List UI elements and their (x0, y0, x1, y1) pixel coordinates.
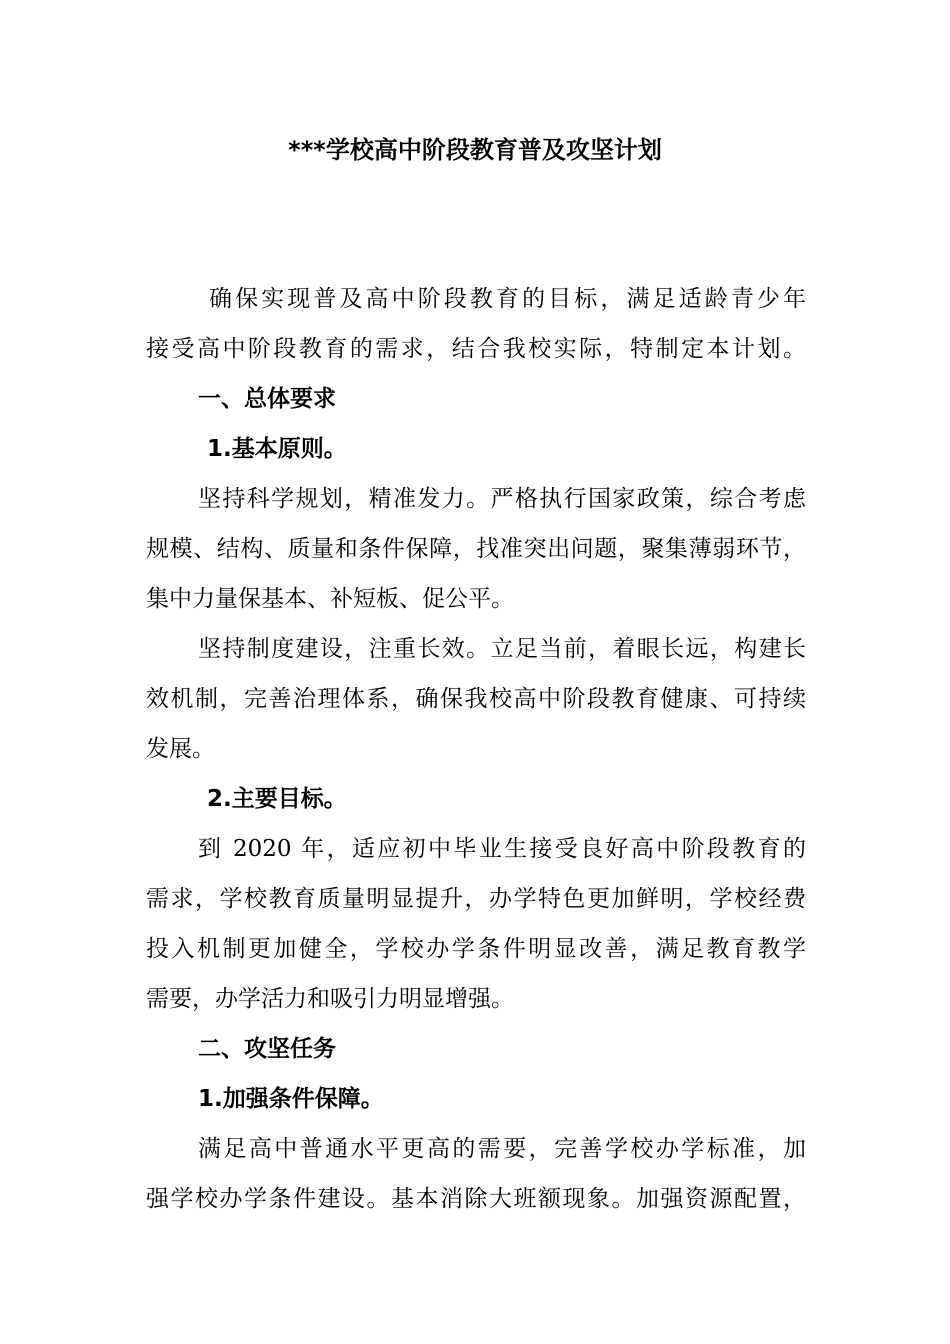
conditions-para-line-2: 强学校办学条件建设。基本消除大班额现象。加强资源配置， (146, 1186, 806, 1212)
subheading-main-goals: 2.主要目标。 (207, 786, 347, 812)
goals-para-line-2: 需求，学校教育质量明显提升，办学特色更加鲜明，学校经费 (146, 886, 806, 912)
principles-para1-line-2: 规模、结构、质量和条件保障，找准突出问题，聚集薄弱环节， (146, 536, 806, 562)
document-title: ***学校高中阶段教育普及攻坚计划 (288, 136, 662, 164)
goals-para-line-4: 需要，办学活力和吸引力明显增强。 (146, 986, 514, 1012)
intro-line-1: 确保实现普及高中阶段教育的目标，满足适龄青少年 (209, 286, 806, 312)
principles-para2-line-2: 效机制，完善治理体系，确保我校高中阶段教育健康、可持续 (146, 686, 806, 712)
goals-para-line-1: 到 2020 年，适应初中毕业生接受良好高中阶段教育的 (198, 836, 806, 862)
subheading-basic-principles: 1.基本原则。 (207, 436, 347, 462)
goals-para-line-3: 投入机制更加健全，学校办学条件明显改善，满足教育教学 (146, 936, 806, 962)
principles-para2-line-3: 发展。 (146, 736, 215, 762)
section-heading-key-tasks: 二、攻坚任务 (198, 1036, 336, 1062)
principles-para1-line-1: 坚持科学规划，精准发力。严格执行国家政策，综合考虑 (198, 486, 806, 512)
principles-para1-line-3: 集中力量保基本、补短板、促公平。 (146, 586, 514, 612)
principles-para2-line-1: 坚持制度建设，注重长效。立足当前，着眼长远，构建长 (198, 636, 806, 662)
section-heading-general-requirements: 一、总体要求 (198, 386, 336, 412)
subheading-strengthen-conditions: 1.加强条件保障。 (198, 1086, 384, 1112)
conditions-para-line-1: 满足高中普通水平更高的需要，完善学校办学标准，加 (198, 1136, 806, 1162)
intro-line-2: 接受高中阶段教育的需求，结合我校实际，特制定本计划。 (146, 336, 806, 362)
